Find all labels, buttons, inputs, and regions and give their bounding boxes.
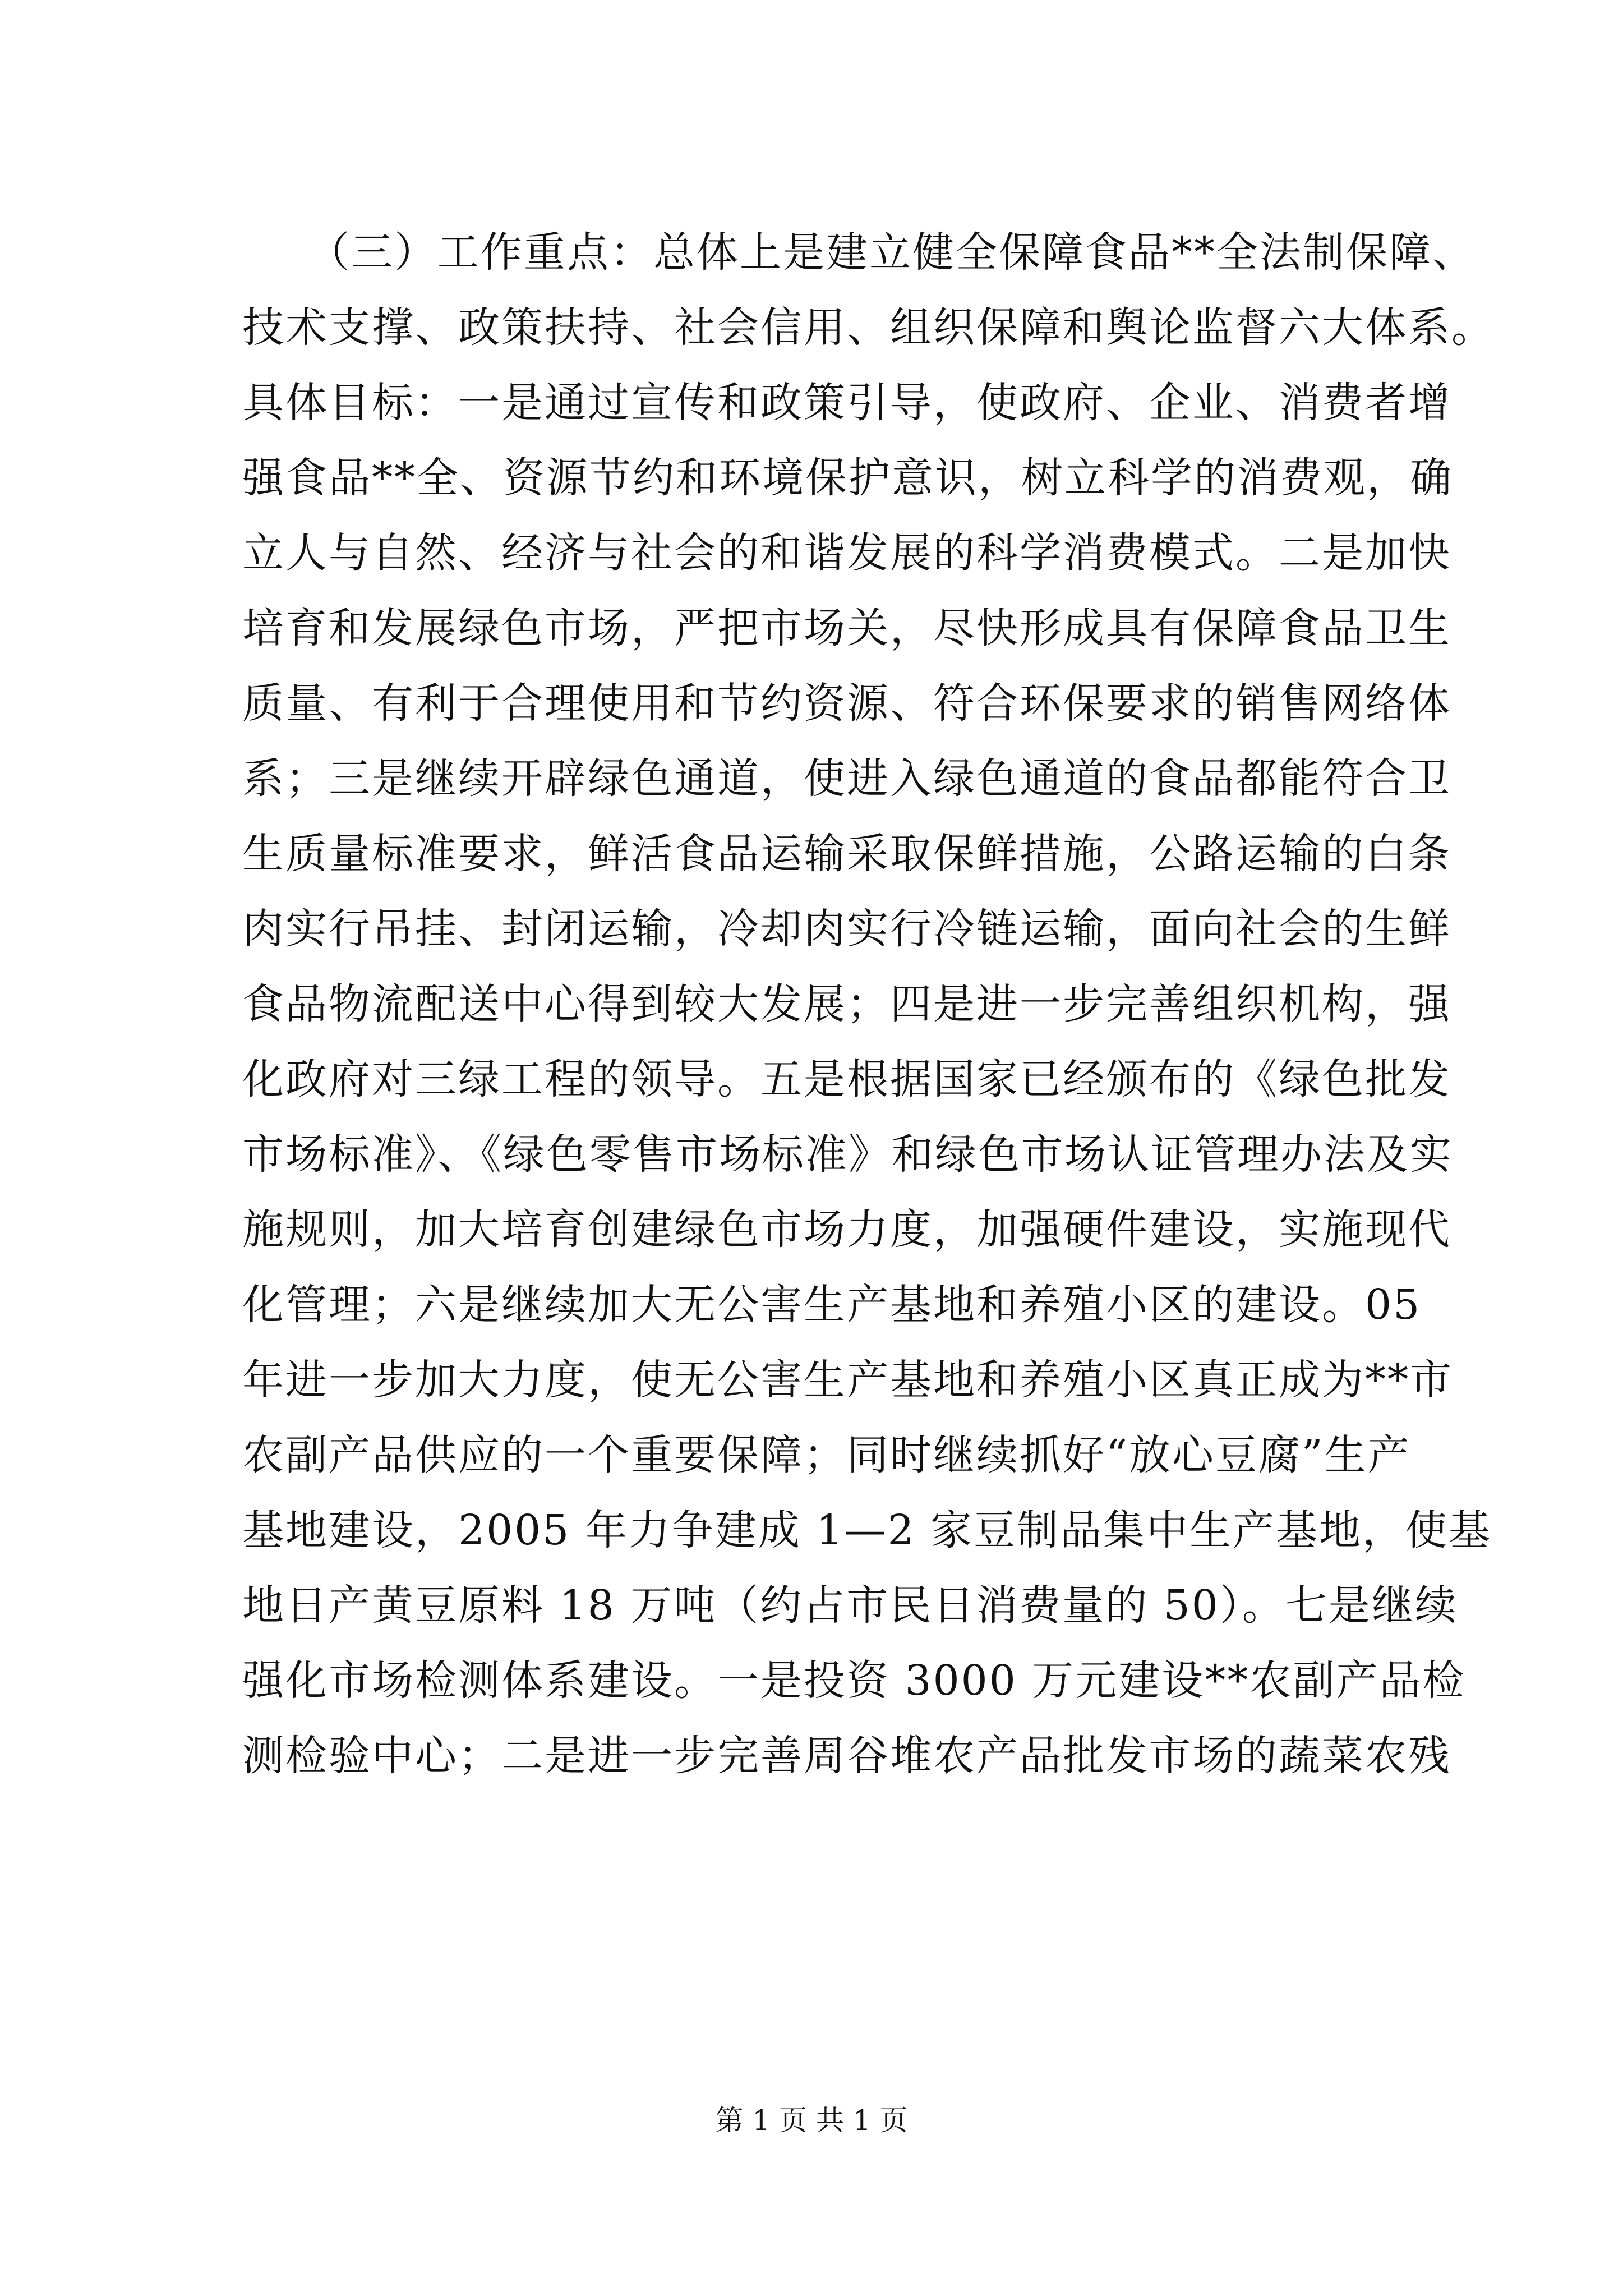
page-footer [0,2101,1623,2140]
text-line: 立人与自然、经济与社会的和谐发展的科学消费模式。二是加快 [242,529,1451,577]
text-line: 系；三是继续开辟绿色通道，使进入绿色通道的食品都能符合卫 [242,754,1451,803]
text-line: 农副产品供应的一个重要保障；同时继续抓好“放心豆腐”生产 [242,1431,1411,1479]
text-line: 地日产黄豆原料 18 万吨（约占市民日消费量的 50）。七是继续 [242,1581,1458,1630]
text-line: 基地建设，2005 年力争建成 1—2 家豆制品集中生产基地，使基 [242,1506,1492,1554]
text-line: 生质量标准要求，鲜活食品运输采取保鲜措施，公路运输的白条 [242,830,1451,878]
text-line: （三）工作重点：总体上是建立健全保障食品**全法制保障、 [242,228,1476,277]
text-line: 化管理；六是继续加大无公害生产基地和养殖小区的建设。05 [242,1281,1422,1329]
text-line: 技术支撑、政策扶持、社会信用、组织保障和舆论监督六大体系。 [242,303,1495,352]
text-line: 培育和发展绿色市场，严把市场关，尽快形成具有保障食品卫生 [242,604,1451,652]
text-line: 质量、有利于合理使用和节约资源、符合环保要求的销售网络体 [242,679,1451,728]
text-line: 测检验中心；二是进一步完善周谷堆农产品批发市场的蔬菜农残 [242,1732,1451,1780]
text-line: 施规则，加大培育创建绿色市场力度，加强硬件建设，实施现代 [242,1205,1451,1254]
text-line: 市场标准》、《绿色零售市场标准》和绿色市场认证管理办法及实 [242,1130,1453,1179]
text-line: 强食品**全、资源节约和环境保护意识，树立科学的消费观，确 [242,454,1453,502]
text-line: 化政府对三绿工程的领导。五是根据国家已经颁布的《绿色批发 [242,1055,1451,1103]
text-line: 食品物流配送中心得到较大发展；四是进一步完善组织机构，强 [242,980,1451,1028]
text-line: 具体目标：一是通过宣传和政策引导，使政府、企业、消费者增 [242,379,1451,427]
text-line: 强化市场检测体系建设。一是投资 3000 万元建设**农副产品检 [242,1657,1466,1705]
text-line: 年进一步加大力度，使无公害生产基地和养殖小区真正成为**市 [242,1356,1453,1404]
page-number-label: 第 1 页 共 1 页 [715,2104,908,2137]
text-line: 肉实行吊挂、封闭运输，冷却肉实行冷链运输，面向社会的生鲜 [242,905,1451,953]
